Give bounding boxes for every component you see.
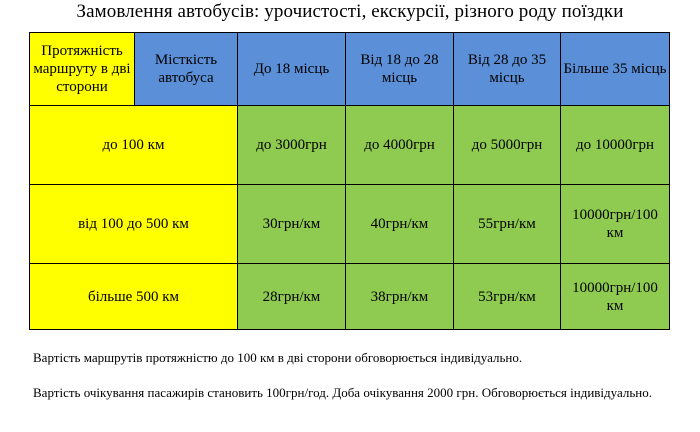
price-cell: 10000грн/100 км [561, 185, 670, 264]
note-short-route: Вартість маршрутів протяжністю до 100 км в дві сторони обговорюється індивідуально. [33, 350, 523, 365]
table-row [30, 264, 670, 330]
price-cell: 38грн/км [346, 264, 454, 330]
distance-cell: від 100 до 500 км [30, 185, 238, 264]
table-row [30, 185, 670, 264]
price-cell: 28грн/км [238, 264, 346, 330]
header-28-to-35: Від 28 до 35 місць [454, 33, 561, 106]
header-over-35: Більше 35 місць [561, 33, 670, 106]
table-header-row [30, 33, 670, 106]
table-row [30, 106, 670, 185]
price-cell: 53грн/км [454, 264, 561, 330]
distance-cell: до 100 км [30, 106, 238, 185]
price-cell: до 10000грн [561, 106, 670, 185]
header-18-to-28: Від 18 до 28 місць [346, 33, 454, 106]
page-title: Замовлення автобусів: урочистості, екскурсії, різного роду поїздки [76, 1, 624, 22]
header-up-to-18: До 18 місць [238, 33, 346, 106]
distance-cell: більше 500 км [30, 264, 238, 330]
header-route-length: Протяжність маршруту в дві сторони [30, 33, 135, 106]
price-cell: 55грн/км [454, 185, 561, 264]
price-cell: до 4000грн [346, 106, 454, 185]
price-cell: 10000грн/100 км [561, 264, 670, 330]
note-waiting-cost: Вартість очікування пасажирів становить 100грн/год. Доба очікування 2000 грн. Обговорюється індивідуально. [33, 385, 652, 400]
header-bus-capacity: Місткість автобуса [135, 33, 238, 106]
price-table [29, 32, 670, 330]
price-cell: до 3000грн [238, 106, 346, 185]
price-cell: до 5000грн [454, 106, 561, 185]
price-cell: 30грн/км [238, 185, 346, 264]
price-cell: 40грн/км [346, 185, 454, 264]
